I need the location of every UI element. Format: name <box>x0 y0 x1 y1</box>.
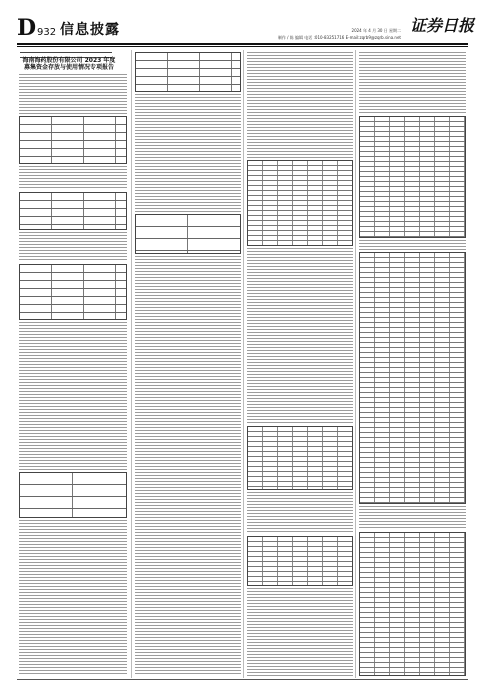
article-title <box>19 57 119 71</box>
body-text-block <box>135 256 241 676</box>
body-text-block <box>247 248 353 424</box>
body-text-block <box>19 520 127 676</box>
body-text-block <box>19 166 127 190</box>
data-table <box>359 252 466 504</box>
body-text-block <box>247 52 353 158</box>
header-rule-thick <box>17 43 468 45</box>
body-text-block <box>359 52 466 114</box>
body-text-block <box>359 506 466 530</box>
body-text-block <box>19 322 127 470</box>
body-text-block <box>19 74 127 114</box>
body-text-block <box>19 232 127 262</box>
date-line: 2024 年 4 月 30 日 星期二 <box>351 28 401 33</box>
article-title-line-2: 募集资金存放与使用情况专项报告 <box>23 64 114 71</box>
body-text-block <box>247 588 353 676</box>
body-text-block <box>135 94 241 212</box>
data-table <box>247 160 353 246</box>
data-table <box>247 536 353 586</box>
data-table <box>19 264 127 320</box>
column-divider-1 <box>131 50 132 678</box>
column-divider-2 <box>243 50 244 678</box>
column-divider-3 <box>355 50 356 678</box>
data-table <box>135 52 241 92</box>
article-title-line-1: 海南海药股份有限公司 2023 年度 <box>22 57 116 64</box>
page-letter: D <box>17 15 37 41</box>
data-table <box>359 116 466 238</box>
data-table <box>135 214 241 254</box>
data-table <box>19 116 127 164</box>
body-text-block <box>359 240 466 250</box>
newspaper-logo: 证券日报 <box>410 16 475 35</box>
section-title: 信息披露 <box>60 22 120 38</box>
masthead <box>0 0 484 46</box>
contact-line: 制作 / 陈 编辑 电话 :010-83251716 E-mail:zqrb9@zqrb.sina.net <box>277 35 401 40</box>
data-table <box>19 472 127 518</box>
page-number: 932 <box>37 27 57 38</box>
body-text-block <box>247 492 353 534</box>
data-table <box>359 532 466 676</box>
data-table <box>19 192 127 230</box>
data-table <box>247 426 353 490</box>
